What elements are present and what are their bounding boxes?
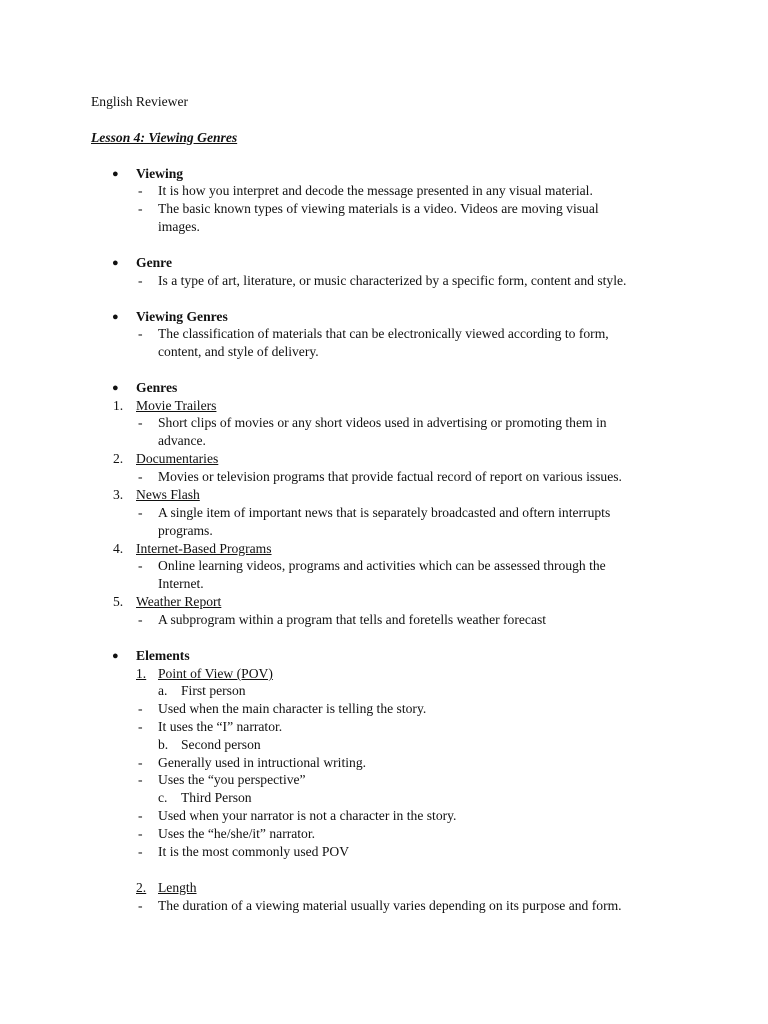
genre-label-internet-based-programs: Internet-Based Programs — [136, 541, 272, 556]
dash-marker: - — [138, 808, 143, 823]
pov-item: It uses the “I” narrator. — [158, 719, 283, 734]
section-heading-viewing-genres: Viewing Genres — [136, 309, 228, 324]
section-heading-elements: Elements — [136, 648, 190, 663]
pov-item: It is the most commonly used POV — [158, 844, 350, 859]
section-heading-genres: Genres — [136, 380, 178, 395]
genre-desc-line-1: A single item of important news that is separately broadcasted and oftern interrupts — [158, 505, 611, 520]
dash-marker: - — [138, 326, 143, 341]
lesson-heading: Lesson 4: Viewing Genres — [91, 130, 238, 145]
genre-label-documentaries: Documentaries — [136, 451, 219, 466]
dash-marker: - — [138, 844, 143, 859]
genre-desc-line-1: Online learning videos, programs and activities which can be assessed through the — [158, 558, 606, 573]
genre-desc-line-1: Short clips of movies or any short videos used in advertising or promoting them in — [158, 415, 607, 430]
length-item-1: The duration of a viewing material usually varies depending on its purpose and form. — [158, 898, 622, 913]
dash-marker: - — [138, 719, 143, 734]
dash-marker: - — [138, 201, 143, 216]
list-number: 1. — [113, 398, 124, 413]
dash-marker: - — [138, 558, 143, 573]
document-title: English Reviewer — [91, 94, 189, 109]
section-heading-genre: Genre — [136, 255, 172, 270]
sublist-letter: a. — [158, 683, 168, 698]
list-number: 2. — [113, 451, 124, 466]
genre-desc-line-2: programs. — [158, 523, 213, 538]
pov-first-person-label: First person — [181, 683, 246, 698]
viewing-item-1: It is how you interpret and decode the message presented in any visual material. — [158, 183, 593, 198]
dash-marker: - — [138, 898, 143, 913]
pov-third-person-label: Third Person — [181, 790, 252, 805]
list-number: 4. — [113, 541, 124, 556]
viewing-item-2-line-1: The basic known types of viewing materials is a video. Videos are moving visual — [158, 201, 599, 216]
element-label-length: Length — [158, 880, 197, 895]
dash-marker: - — [138, 612, 143, 627]
dash-marker: - — [138, 755, 143, 770]
bullet-icon: ● — [112, 311, 119, 323]
pov-item: Uses the “you perspective” — [158, 772, 306, 787]
genre-desc-line-2: Internet. — [158, 576, 204, 591]
list-number: 2. — [136, 880, 147, 895]
genre-desc-line-1: A subprogram within a program that tells and foretells weather forecast — [158, 612, 547, 627]
dash-marker: - — [138, 183, 143, 198]
list-number: 3. — [113, 487, 124, 502]
bullet-icon: ● — [112, 168, 119, 180]
element-label-pov: Point of View (POV) — [158, 666, 273, 681]
sublist-letter: c. — [158, 790, 168, 805]
dash-marker: - — [138, 415, 143, 430]
pov-item: Used when the main character is telling the story. — [158, 701, 427, 716]
genre-desc-line-1: Movies or television programs that provide factual record of report on various issues. — [158, 469, 622, 484]
genre-item-1: Is a type of art, literature, or music characterized by a specific form, content and style. — [158, 273, 627, 288]
list-number: 1. — [136, 666, 147, 681]
bullet-icon: ● — [112, 257, 119, 269]
dash-marker: - — [138, 469, 143, 484]
genre-label-movie-trailers: Movie Trailers — [136, 398, 217, 413]
pov-second-person-label: Second person — [181, 737, 261, 752]
viewing-genres-item-line-2: content, and style of delivery. — [158, 344, 319, 359]
pov-item: Used when your narrator is not a character in the story. — [158, 808, 457, 823]
dash-marker: - — [138, 273, 143, 288]
viewing-genres-item-line-1: The classification of materials that can be electronically viewed according to form, — [158, 326, 609, 341]
pov-item: Generally used in intructional writing. — [158, 755, 367, 770]
bullet-icon: ● — [112, 650, 119, 662]
dash-marker: - — [138, 505, 143, 520]
genre-label-news-flash: News Flash — [136, 487, 200, 502]
genre-label-weather-report: Weather Report — [136, 594, 222, 609]
section-heading-viewing: Viewing — [136, 166, 184, 181]
pov-item: Uses the “he/she/it” narrator. — [158, 826, 316, 841]
sublist-letter: b. — [158, 737, 169, 752]
dash-marker: - — [138, 826, 143, 841]
dash-marker: - — [138, 772, 143, 787]
bullet-icon: ● — [112, 382, 119, 394]
dash-marker: - — [138, 701, 143, 716]
viewing-item-2-line-2: images. — [158, 219, 200, 234]
genre-desc-line-2: advance. — [158, 433, 206, 448]
list-number: 5. — [113, 594, 124, 609]
